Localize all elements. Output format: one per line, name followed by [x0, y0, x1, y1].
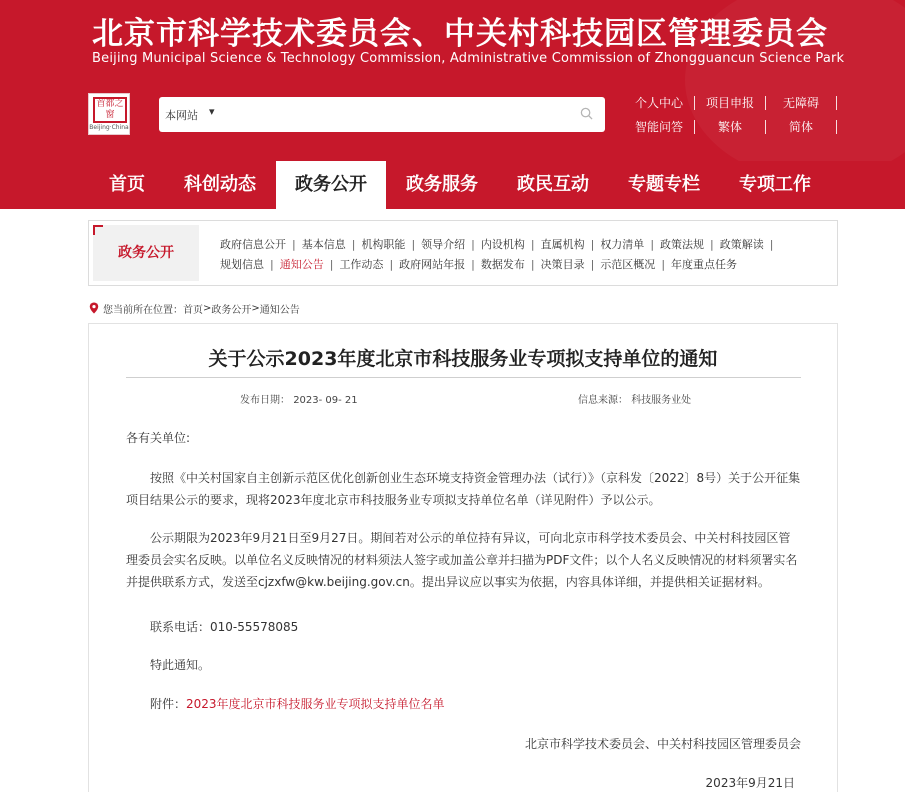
- subnav-item-work-news[interactable]: 工作动态: [339, 258, 384, 271]
- breadcrumb-gov-affairs[interactable]: 政务公开: [211, 304, 252, 316]
- sign-date: 2023年9月21日: [705, 776, 795, 790]
- subnav-row: 规划信息 | 通知公告 | 工作动态 | 政府网站年报 | 数据发布 | 决策目录 | 示范区概况 | 年度重点任务: [220, 255, 820, 275]
- search-bar: [159, 97, 605, 132]
- logo-chars: 首都之窗: [96, 99, 124, 120]
- info-source-label: 信息来源：: [578, 395, 628, 406]
- nav-sci-news[interactable]: 科创动态: [184, 174, 256, 195]
- nav-interaction[interactable]: 政民互动: [517, 174, 589, 195]
- subnav-row: 政府信息公开 | 基本信息 | 机构职能 | 领导介绍 | 内设机构 | 直属机构 | 权力清单 | 政策法规 | 政策解读 |: [220, 235, 820, 255]
- section-subnav: [88, 220, 838, 286]
- location-pin-icon: [89, 302, 99, 314]
- attachment-label: 附件：: [150, 697, 187, 711]
- article-title: 关于公示2023年度北京市科技服务业专项拟支持单位的通知: [208, 348, 718, 370]
- site-subtitle: Beijing Municipal Science & Technology Commission, Administrative Commission of Zhongguancun Science Park: [92, 51, 845, 66]
- accessibility-link[interactable]: 无障碍: [766, 96, 837, 110]
- contact-phone: 联系电话：010-55578085: [150, 620, 299, 634]
- publish-date: [240, 391, 358, 406]
- paragraph-2: 公示期限为2023年9月21日至9月27日。期间若对公示的单位持有异议，可向北京市科学技术委员会、中关村科技园区管理委员会实名反映。以单位名义反映情况的材料须法人签字或加盖公章并扫描为PDF文件；以个人名义反映情况的材料须署实名并提供联系方式，发送至cjzxfw@kw.beijing.gov.cn。提出异议应以事实为依据，内容具体详细，并提供相关证据材料。: [126, 531, 798, 589]
- simplified-chinese-link[interactable]: 简体: [766, 120, 837, 134]
- signature: 北京市科学技术委员会、中关村科技园区管理委员会: [524, 737, 801, 751]
- subnav-item-decision-catalog[interactable]: 决策目录: [540, 258, 585, 271]
- utility-links: [624, 92, 844, 140]
- search-icon[interactable]: [580, 107, 593, 120]
- subnav-item-basic-info[interactable]: 基本信息: [301, 238, 346, 251]
- attachment-link[interactable]: 2023年度北京市科技服务业专项拟支持单位名单: [186, 697, 445, 711]
- nav-home[interactable]: 首页: [109, 174, 145, 195]
- subnav-item-internal-orgs[interactable]: 内设机构: [480, 238, 525, 251]
- title-divider: [126, 377, 801, 378]
- subnav-links: [220, 235, 820, 275]
- chevron-down-icon[interactable]: ▾: [209, 105, 215, 118]
- publish-date-label: 发布日期：: [240, 395, 290, 406]
- subnav-item-regulations[interactable]: 政策法规: [660, 238, 705, 251]
- subnav-item-planning[interactable]: 规划信息: [220, 258, 264, 271]
- breadcrumb-notices[interactable]: 通知公告: [259, 304, 300, 316]
- subnav-item-annual-report[interactable]: 政府网站年报: [399, 258, 466, 271]
- info-source: [578, 391, 691, 406]
- subnav-item-info-disclosure[interactable]: 政府信息公开: [220, 238, 286, 251]
- subnav-item-leaders[interactable]: 领导介绍: [421, 238, 466, 251]
- nav-gov-services[interactable]: 政务服务: [406, 174, 478, 195]
- nav-gov-affairs[interactable]: 政务公开: [276, 161, 386, 209]
- nav-special-work[interactable]: 专项工作: [739, 174, 811, 195]
- project-apply-link[interactable]: 项目申报: [695, 96, 766, 110]
- subnav-item-notices[interactable]: 通知公告: [279, 258, 324, 271]
- section-label: 政务公开: [93, 225, 199, 281]
- breadcrumb-separator: >: [251, 302, 260, 314]
- search-input[interactable]: [229, 104, 559, 126]
- attachment-line: [126, 693, 802, 715]
- utility-row: [624, 92, 844, 114]
- info-source-value: 科技服务业处: [631, 395, 692, 406]
- traditional-chinese-link[interactable]: 繁体: [695, 120, 766, 134]
- breadcrumb: [89, 300, 300, 316]
- site-title: 北京市科学技术委员会、中关村科技园区管理委员会: [92, 16, 828, 52]
- capital-window-logo[interactable]: [88, 93, 130, 135]
- breadcrumb-separator: >: [203, 302, 212, 314]
- breadcrumb-home[interactable]: 首页: [183, 304, 203, 316]
- corner-accent: [93, 225, 103, 235]
- smart-qa-link[interactable]: 智能问答: [624, 120, 695, 134]
- site-header: [0, 0, 905, 161]
- logo-caption: Beijing·China: [89, 124, 129, 131]
- subnav-item-key-tasks[interactable]: 年度重点任务: [671, 258, 738, 271]
- subnav-item-zone-overview[interactable]: 示范区概况: [600, 258, 656, 271]
- search-scope-select[interactable]: 本网站: [165, 109, 198, 122]
- personal-center-link[interactable]: 个人中心: [624, 96, 695, 110]
- subnav-item-affiliated-orgs[interactable]: 直属机构: [540, 238, 585, 251]
- greeting: 各有关单位:: [126, 431, 191, 445]
- subnav-item-data-release[interactable]: 数据发布: [480, 258, 525, 271]
- publish-date-value: 2023- 09- 21: [293, 395, 358, 406]
- logo-mark: [93, 97, 127, 123]
- nav-special-topics[interactable]: 专题专栏: [628, 174, 700, 195]
- article-panel: [88, 323, 838, 792]
- subnav-item-power-list[interactable]: 权力清单: [600, 238, 645, 251]
- utility-row: [624, 116, 844, 138]
- paragraph-1: 按照《中关村国家自主创新示范区优化创新创业生态环境支持资金管理办法（试行）》（京科发〔2022〕8号）关于公开征集项目结果公示的要求，现将2023年度北京市科技服务业专项拟支持单位名单（详见附件）予以公示。: [126, 471, 801, 507]
- subnav-item-interpretation[interactable]: 政策解读: [719, 238, 764, 251]
- closing-text: 特此通知。: [150, 658, 211, 672]
- subnav-item-functions[interactable]: 机构职能: [361, 238, 406, 251]
- main-nav: [0, 161, 905, 209]
- breadcrumb-prefix: 您当前所在位置：: [103, 304, 183, 316]
